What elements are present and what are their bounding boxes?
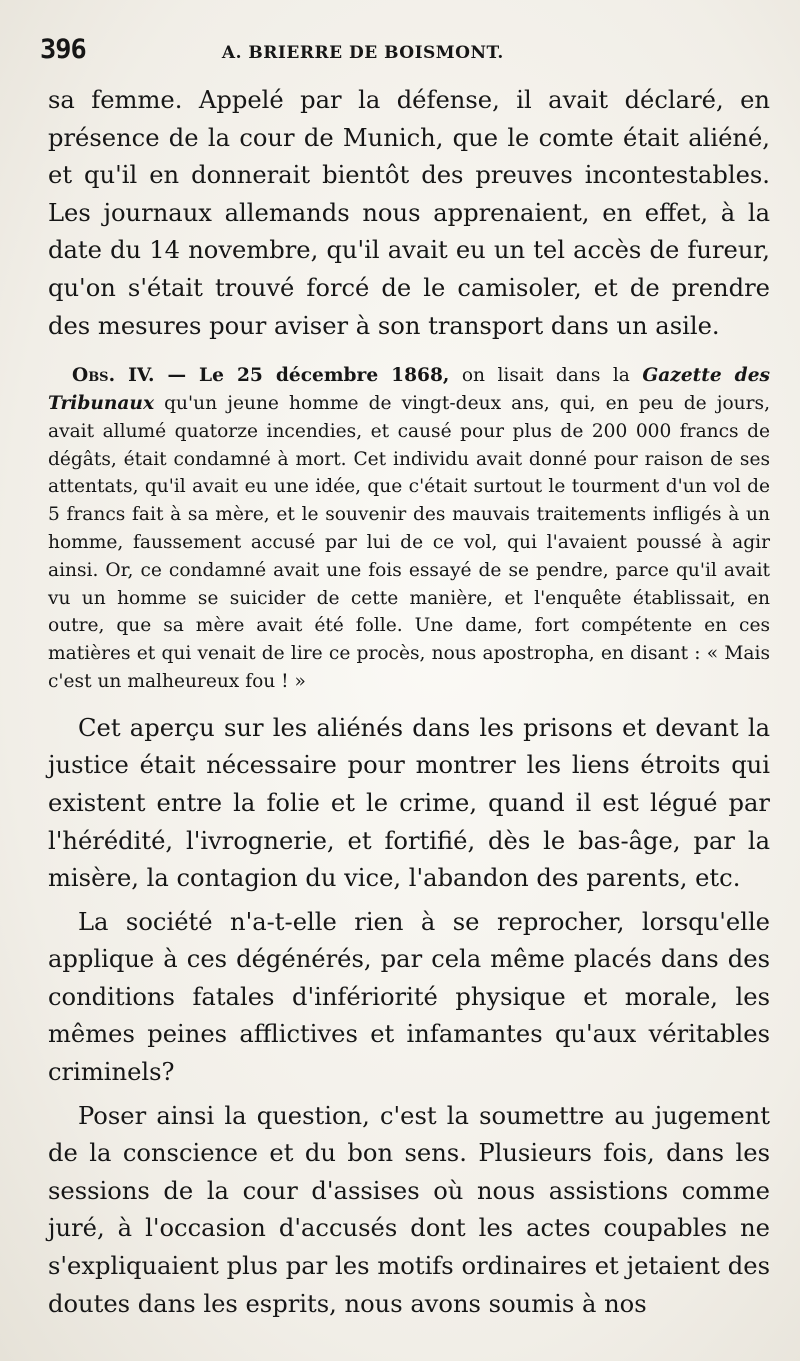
paragraph-question: Poser ainsi la question, c'est la soumettre au jugement de la conscience et du bon sens. Plusieurs fois, dans les sessions de la cour d'assises où nous assistions comme juré, à l'occasion d'accusés dont les actes coupables ne s'expliquaient plus par les motifs ordinaires et jetaient des doutes dans les esprits, nous avons soumis à nos (48, 1101, 770, 1318)
running-head: A. BRIERRE DE BOISMONT. (221, 43, 504, 63)
observation-date: — Le 25 décembre 1868, (154, 365, 450, 387)
journal-title: Gazette des Tribunaux (48, 365, 770, 414)
page-header (40, 34, 770, 82)
page-body (48, 82, 770, 1323)
observation-intro: on lisait dans la (449, 365, 643, 387)
paragraph-apercu: Cet aperçu sur les aliénés dans les prisons et devant la justice était nécessaire pour montrer les liens étroits qui existent entre la folie et le crime, quand il est légué par l'hérédité, l'ivrognerie, et fortifié, dès le bas-âge, par la misère, la contagion du vice, l'abandon des parents, etc. (48, 713, 770, 893)
observation-text: qu'un jeune homme de vingt-deux ans, qui, en peu de jours, avait allumé quatorze incendies, et causé pour plus de 200 000 francs de dégâts, était condamné à mort. Cet individu avait donné pour raison de ses attentats, qu'il avait eu une idée, que c'était surtout le tourment d'un vol de 5 francs fait à sa mère, et le souvenir des mauvais traitements infligés à un homme, faussement accusé par lui de ce vol, qui l'avaient poussé à agir ainsi. Or, ce condamné avait une fois essayé de se pendre, parce qu'il avait vu un homme se suicider de cette manière, et l'enquête établissait, en outre, que sa mère avait été folle. Une dame, fort compétente en ces matières et qui venait de lire ce procès, nous apostropha, en disant : « Mais c'est un malheureux fou ! » (48, 392, 770, 692)
observation-block (48, 362, 770, 696)
paragraph-societe: La société n'a-t-elle rien à se reprocher, lorsqu'elle applique à ces dégénérés, par cela même placés dans des conditions fatales d'infériorité physique et morale, les mêmes peines afflictives et infamantes qu'aux véritables criminels? (48, 907, 770, 1087)
paragraph-continuation: sa femme. Appelé par la défense, il avait déclaré, en présence de la cour de Munich, que le comte était aliéné, et qu'il en donnerait bientôt des preuves incontestables. Les journaux allemands nous apprenaient, en effet, à la date du 14 novembre, qu'il avait eu un tel accès de fureur, qu'on s'était trouvé forcé de le camisoler, et de prendre des mesures pour aviser à son transport dans un asile. (48, 86, 770, 340)
observation-label: Obs. IV. (72, 365, 155, 387)
page-number: 396 (40, 34, 86, 65)
observation-paragraph (48, 362, 770, 696)
